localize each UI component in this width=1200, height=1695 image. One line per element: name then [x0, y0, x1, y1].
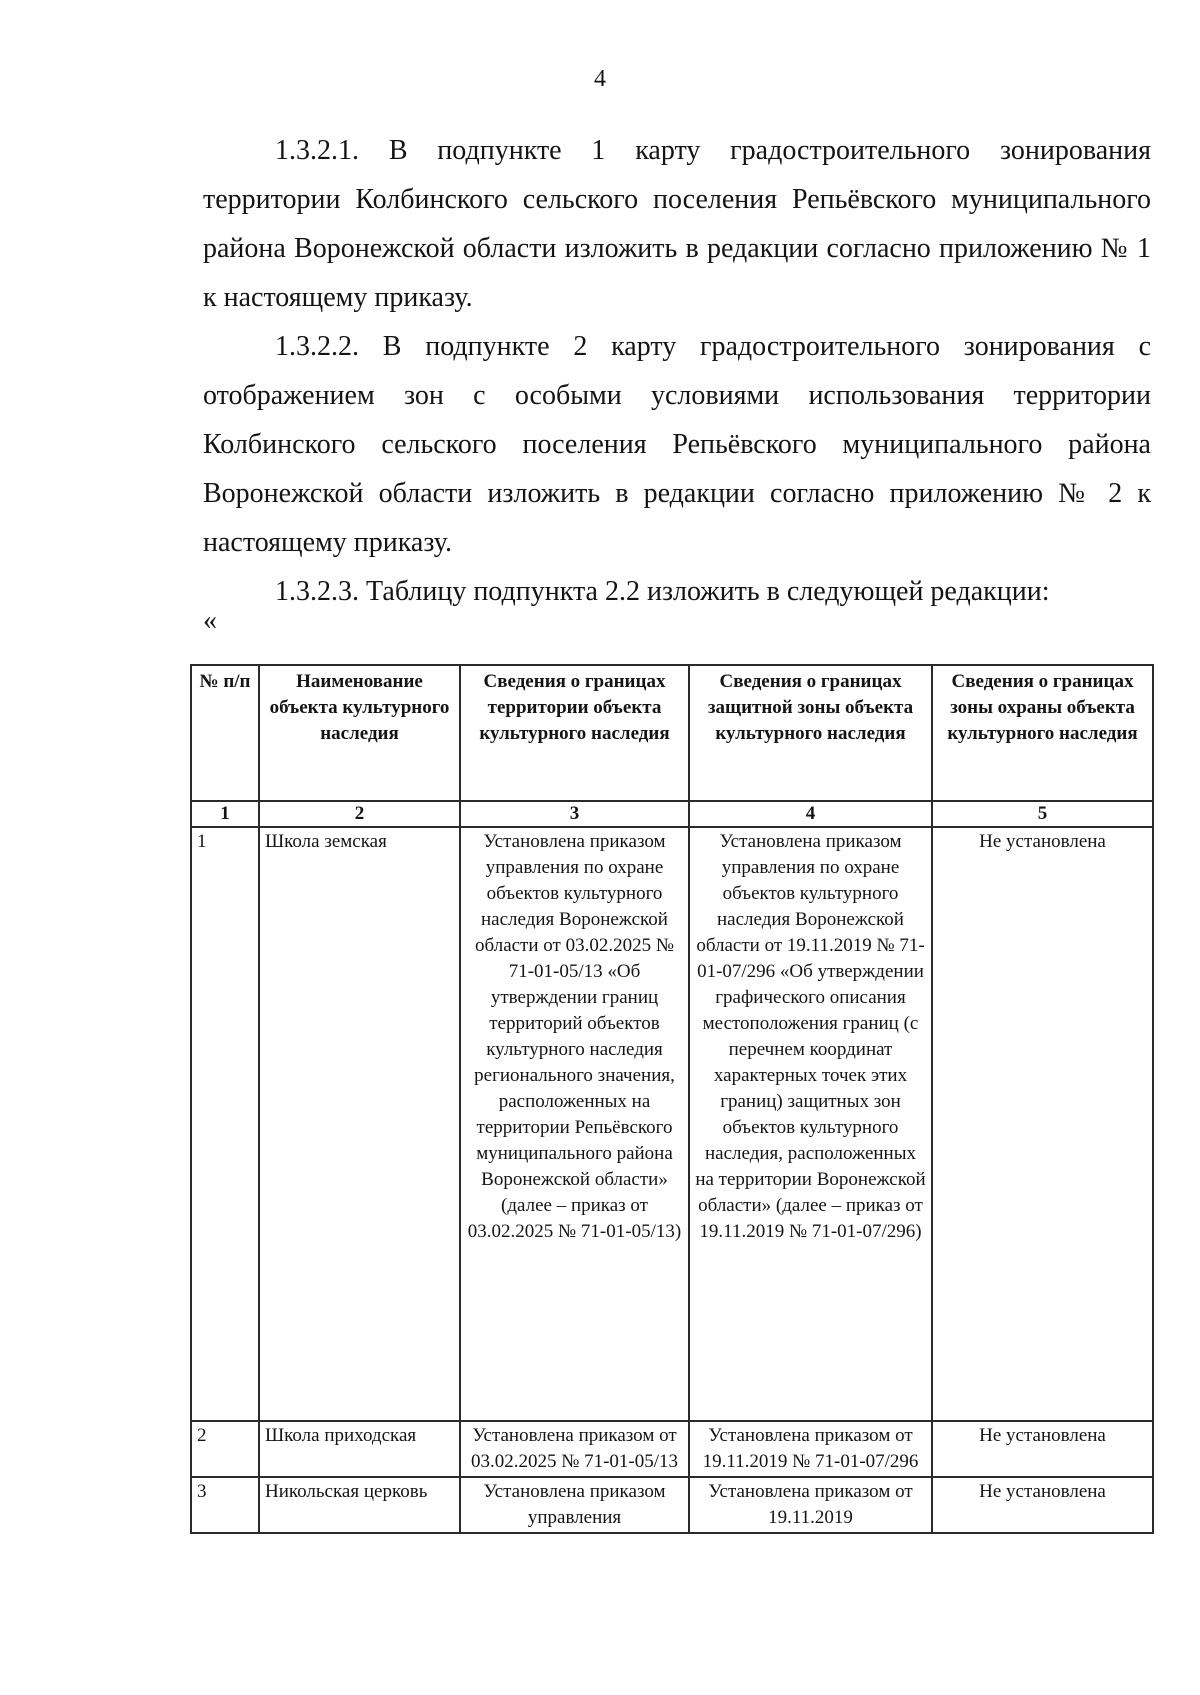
column-number: 2	[259, 801, 460, 827]
table-row	[191, 1421, 1153, 1477]
protection-zone-cell: Не установлена	[932, 1421, 1153, 1477]
column-number: 5	[932, 801, 1153, 827]
header-protective-zone-boundaries: Сведения о границах защитной зоны объекта культурного наследия	[689, 665, 932, 801]
header-object-name: Наименование объекта культурного наследия	[259, 665, 460, 801]
header-number: № п/п	[191, 665, 259, 801]
header-protection-zone-boundaries: Сведения о границах зоны охраны объекта культурного наследия	[932, 665, 1153, 801]
object-name-cell: Школа земская	[259, 827, 460, 1421]
header-territory-boundaries: Сведения о границах территории объекта культурного наследия	[460, 665, 689, 801]
territory-boundaries-cell: Установлена приказом управления по охране объектов культурного наследия Воронежской области от 03.02.2025 № 71-01-05/13 «Об утверждении границ территорий объектов культурного наследия регионального значения, расположенных на территории Репьёвского муниципального района Воронежской области» (далее – приказ от 03.02.2025 № 71-01-05/13)	[460, 827, 689, 1421]
opening-quote-mark: «	[203, 605, 217, 636]
protective-zone-cell: Установлена приказом от 19.11.2019 № 71-01-07/296	[689, 1421, 932, 1477]
object-name-cell: Никольская церковь	[259, 1477, 460, 1533]
page-number: 4	[594, 66, 606, 92]
protective-zone-cell: Установлена приказом управления по охране объектов культурного наследия Воронежской области от 19.11.2019 № 71-01-07/296 «Об утверждении графического описания местоположения границ (с перечнем координат характерных точек этих границ) защитных зон объектов культурного наследия, расположенных на территории Воронежской области» (далее – приказ от 19.11.2019 № 71-01-07/296)	[689, 827, 932, 1421]
row-number-cell: 1	[191, 827, 259, 1421]
table-row	[191, 827, 1153, 1421]
paragraph-1-3-2-2: 1.3.2.2. В подпункте 2 карту градостроительного зонирования с отображением зон с особыми условиями использования территории Колбинского сельского поселения Репьёвского муниципального района Воронежской области изложить в редакции согласно приложению № 2 к настоящему приказу.	[203, 331, 1151, 558]
row-number-cell: 3	[191, 1477, 259, 1533]
territory-boundaries-cell: Установлена приказом от 03.02.2025 № 71-01-05/13	[460, 1421, 689, 1477]
table-header-row	[191, 665, 1153, 801]
protection-zone-cell: Не установлена	[932, 827, 1153, 1421]
cultural-heritage-table	[190, 664, 1154, 1534]
table-row	[191, 1477, 1153, 1533]
protective-zone-cell: Установлена приказом от 19.11.2019	[689, 1477, 932, 1533]
paragraph-1-3-2-1: 1.3.2.1. В подпункте 1 карту градостроительного зонирования территории Колбинского сельского поселения Репьёвского муниципального района Воронежской области изложить в редакции согласно приложению № 1 к настоящему приказу.	[203, 135, 1151, 313]
object-name-cell: Школа приходская	[259, 1421, 460, 1477]
table-column-numbers-row	[191, 801, 1153, 827]
protection-zone-cell: Не установлена	[932, 1477, 1153, 1533]
row-number-cell: 2	[191, 1421, 259, 1477]
column-number: 1	[191, 801, 259, 827]
territory-boundaries-cell: Установлена приказом управления	[460, 1477, 689, 1533]
column-number: 3	[460, 801, 689, 827]
column-number: 4	[689, 801, 932, 827]
paragraph-1-3-2-3: 1.3.2.3. Таблицу подпункта 2.2 изложить в следующей редакции:	[275, 576, 1050, 607]
